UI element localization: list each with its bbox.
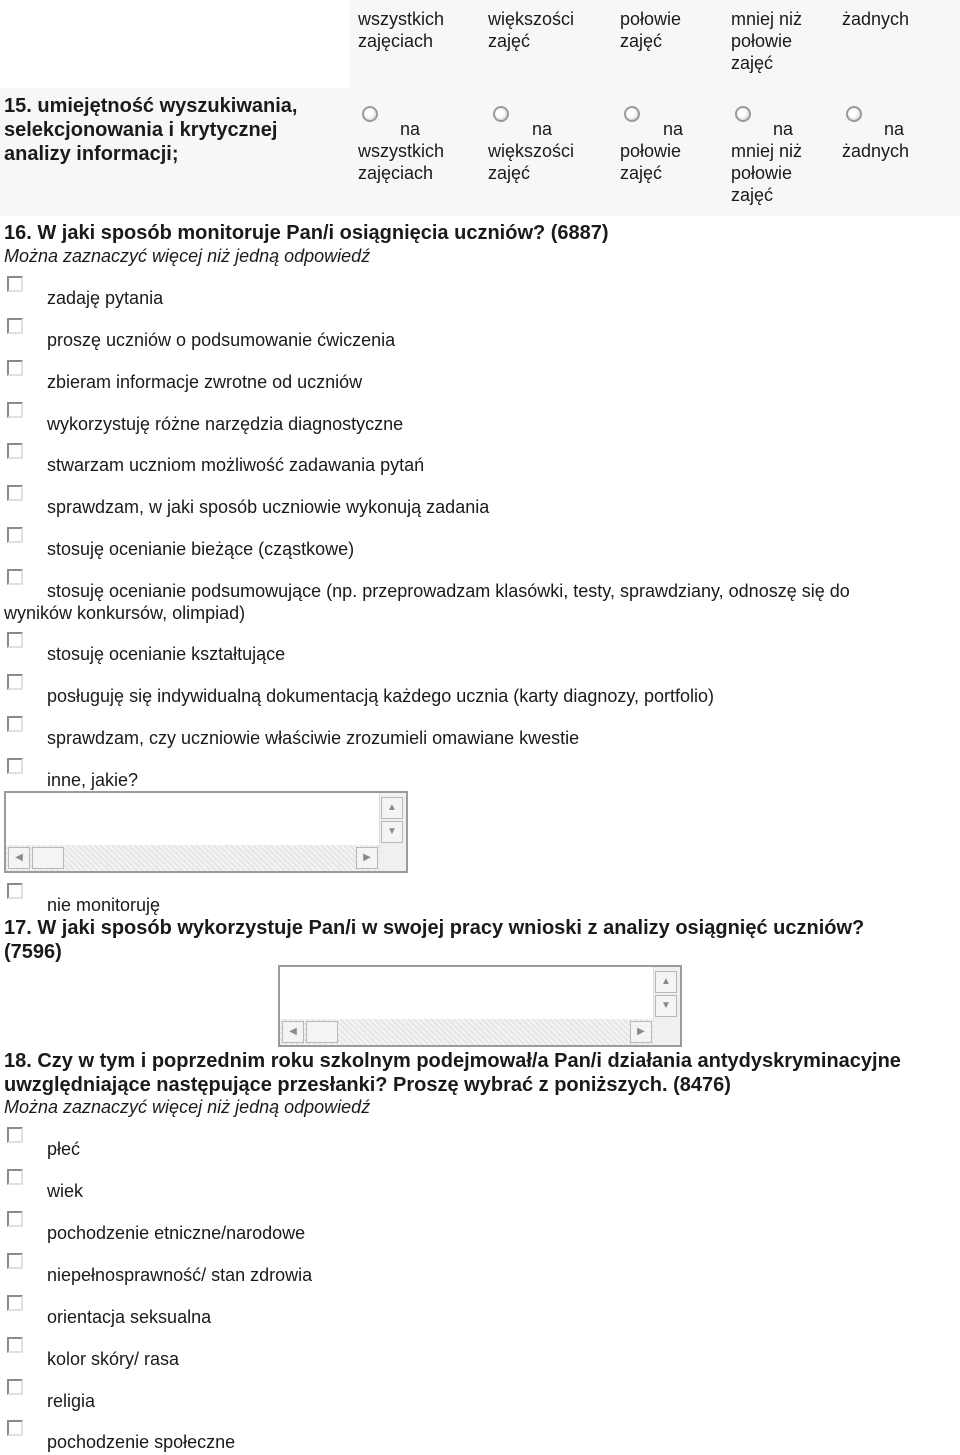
scroll-left-icon[interactable]: ◀ [8,847,30,869]
checkbox[interactable] [7,1127,23,1143]
q15-option-2-prefix: na [532,119,553,139]
q16-option-8-continued: wyników konkursów, olimpiad) [4,603,246,623]
checkbox[interactable] [7,1420,23,1436]
checkbox[interactable] [7,716,23,732]
q15-option-1-prefix: na [400,119,421,139]
radio-button[interactable] [846,106,862,122]
radio-button[interactable] [624,106,640,122]
vertical-scrollbar[interactable] [653,967,680,1019]
q15-option-1-label: wszystkich zajęciach [358,141,445,183]
q16-option-10: posługuję się indywidualną dokumentacją każdego ucznia (karty diagnozy, portfolio) [47,686,715,706]
q18-option-2: wiek [47,1181,84,1201]
question-18-title-line2: uwzględniające następujące przesłanki? Proszę wybrać z poniższych. (8476) [4,1074,731,1096]
q15-option-4-prefix: na [773,119,794,139]
question-16-hint: Można zaznaczyć więcej niż jedną odpowiedź [4,246,371,266]
checkbox[interactable] [7,527,23,543]
question-17-title-line1: 17. W jaki sposób wykorzystuje Pan/i w swojej pracy wnioski z analizy osiągnięć uczniów? [4,917,865,939]
matrix-header-col-5: żadnych [842,9,910,29]
checkbox[interactable] [7,1253,23,1269]
question-18-hint: Można zaznaczyć więcej niż jedną odpowiedź [4,1097,371,1117]
checkbox[interactable] [7,360,23,376]
scroll-left-icon[interactable]: ◀ [282,1021,304,1043]
checkbox[interactable] [7,485,23,501]
question-16-title: 16. W jaki sposób monitoruje Pan/i osiągnięcia uczniów? (6887) [4,222,609,244]
question-18-title-line1: 18. Czy w tym i poprzednim roku szkolnym podejmował/a Pan/i działania antydyskryminacyjne [4,1050,901,1072]
radio-button[interactable] [735,106,751,122]
q18-option-8: pochodzenie społeczne [47,1432,236,1452]
q16-option-12: inne, jakie? [47,770,139,790]
checkbox[interactable] [7,276,23,292]
checkbox[interactable] [7,632,23,648]
q17-answer-textarea[interactable] [278,965,682,1047]
q18-option-7: religia [47,1391,96,1411]
q16-option-8: stosuję ocenianie podsumowujące (np. przeprowadzam klasówki, testy, sprawdziany, odnoszę się do [47,581,850,601]
q18-option-6: kolor skóry/ rasa [47,1349,180,1369]
q16-option-6: sprawdzam, w jaki sposób uczniowie wykonują zadania [47,497,490,517]
matrix-header-col-2: większości zajęć [488,9,575,51]
vertical-scrollbar[interactable] [379,793,406,845]
q15-option-2-label: większości zajęć [488,141,575,183]
question-17-title-line2: (7596) [4,941,62,963]
radio-button[interactable] [493,106,509,122]
q16-other-textarea[interactable] [4,791,408,873]
scroll-up-icon[interactable]: ▲ [655,971,677,993]
scroll-up-icon[interactable]: ▲ [381,797,403,819]
scroll-down-icon[interactable]: ▼ [381,821,403,843]
q18-option-4: niepełnosprawność/ stan zdrowia [47,1265,313,1285]
resize-corner [654,1019,680,1045]
matrix-header-col-4: mniej niż połowie zajęć [731,9,803,73]
resize-corner [380,845,406,871]
scroll-right-icon[interactable]: ▶ [630,1021,652,1043]
horizontal-scrollbar[interactable] [280,1019,654,1045]
checkbox[interactable] [7,443,23,459]
q15-option-5-label: żadnych [842,141,910,161]
q18-option-5: orientacja seksualna [47,1307,212,1327]
q15-option-4-label: mniej niż połowie zajęć [731,141,803,205]
question-15-title: 15. umiejętność wyszukiwania, selekcjonowania i krytycznej analizy informacji; [4,95,298,165]
checkbox[interactable] [7,674,23,690]
radio-button[interactable] [362,106,378,122]
q18-option-3: pochodzenie etniczne/narodowe [47,1223,306,1243]
q15-option-5-prefix: na [884,119,905,139]
q16-option-4: wykorzystuję różne narzędzia diagnostyczne [47,414,404,434]
checkbox[interactable] [7,569,23,585]
checkbox[interactable] [7,1169,23,1185]
q16-option-7: stosuję ocenianie bieżące (cząstkowe) [47,539,355,559]
checkbox[interactable] [7,402,23,418]
scroll-right-icon[interactable]: ▶ [356,847,378,869]
checkbox[interactable] [7,883,23,899]
q16-option-9: stosuję ocenianie kształtujące [47,644,286,664]
matrix-header-col-3: połowie zajęć [620,9,682,51]
q16-option-5: stwarzam uczniom możliwość zadawania pytań [47,455,425,475]
q16-option-2: proszę uczniów o podsumowanie ćwiczenia [47,330,396,350]
q16-option-13: nie monitoruję [47,895,161,915]
horizontal-scrollbar[interactable] [6,845,380,871]
q16-option-1: zadaję pytania [47,288,164,308]
q16-option-3: zbieram informacje zwrotne od uczniów [47,372,363,392]
checkbox[interactable] [7,1295,23,1311]
checkbox[interactable] [7,1337,23,1353]
q18-option-1: płeć [47,1139,81,1159]
matrix-header-col-1: wszystkich zajęciach [358,9,445,51]
scroll-thumb[interactable] [306,1021,338,1043]
checkbox[interactable] [7,1379,23,1395]
q15-option-3-label: połowie zajęć [620,141,682,183]
q15-option-3-prefix: na [663,119,684,139]
scroll-down-icon[interactable]: ▼ [655,995,677,1017]
checkbox[interactable] [7,1211,23,1227]
checkbox[interactable] [7,758,23,774]
q16-option-11: sprawdzam, czy uczniowie właściwie zrozumieli omawiane kwestie [47,728,580,748]
checkbox[interactable] [7,318,23,334]
scroll-thumb[interactable] [32,847,64,869]
